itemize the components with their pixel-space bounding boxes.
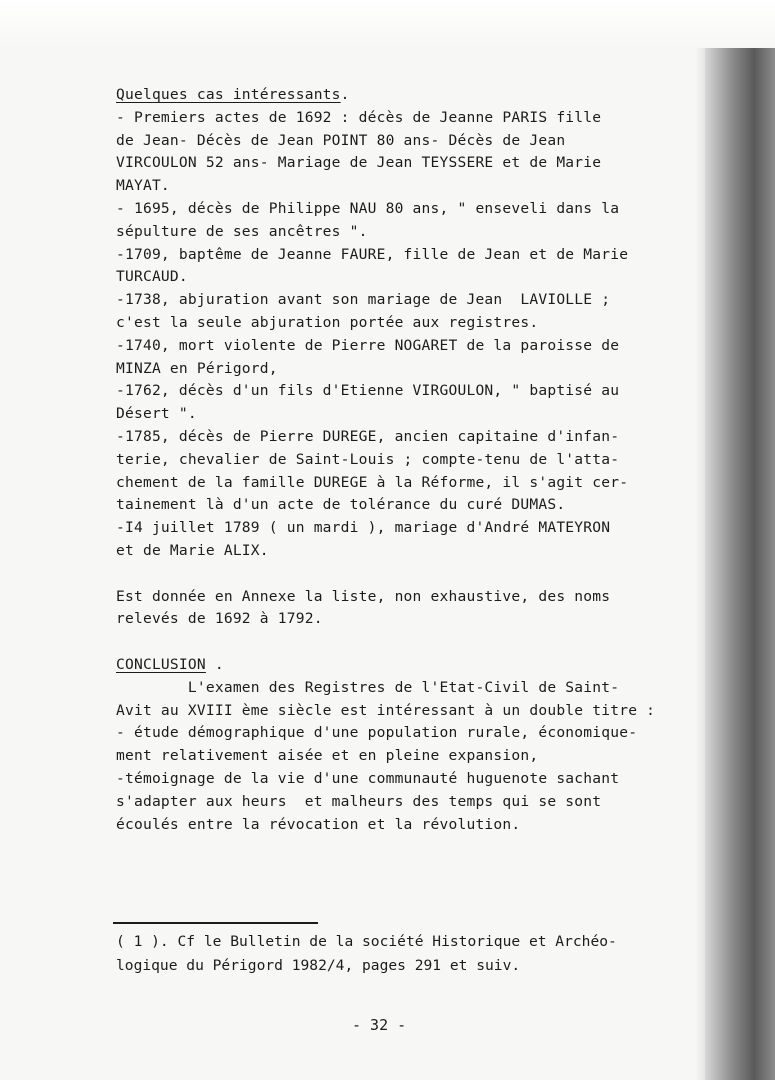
scan-binding-edge: [705, 48, 775, 1080]
case-line: MAYAT.: [116, 177, 170, 195]
case-line: de Jean- Décès de Jean POINT 80 ans- Décès de Jean: [116, 131, 566, 149]
scan-top-margin: [0, 0, 775, 48]
footnote-line: ( 1 ). Cf le Bulletin de la société Historique et Archéo-: [116, 933, 617, 950]
case-line: terie, chevalier de Saint-Louis ; compte-tenu de l'atta-: [116, 450, 620, 468]
case-line: - Premiers actes de 1692 : décès de Jeanne PARIS fille: [116, 108, 602, 126]
section-heading: Quelques cas intéressants: [116, 86, 341, 103]
case-line: -I4 juillet 1789 ( un mardi ), mariage d'André MATEYRON: [116, 519, 611, 537]
case-line: VIRCOULON 52 ans- Mariage de Jean TEYSSERE et de Marie: [116, 154, 602, 172]
case-line: sépulture de ses ancêtres ".: [116, 222, 368, 240]
conclusion-line: écoulés entre la révocation et la révolution.: [116, 815, 521, 833]
main-text: [116, 84, 676, 836]
conclusion-heading: CONCLUSION: [116, 655, 206, 673]
annex-line: Est donnée en Annexe la liste, non exhaustive, des noms: [116, 587, 611, 605]
case-line: TURCAUD.: [116, 268, 188, 286]
case-line: tainement là d'un acte de tolérance du curé DUMAS.: [116, 496, 566, 514]
conclusion-line: Avit au XVIII ème siècle est intéressant à un double titre :: [116, 701, 656, 719]
paragraph-gap: [116, 631, 676, 654]
conclusion-line: L'examen des Registres de l'Etat-Civil de Saint-: [116, 678, 620, 696]
scan-shadow: [695, 48, 705, 1080]
footnote: [116, 930, 676, 978]
conclusion-line: - étude démographique d'une population rurale, économique-: [116, 724, 638, 742]
case-line: -1762, décès d'un fils d'Etienne VIRGOULON, " baptisé au: [116, 382, 620, 400]
footnote-line: logique du Périgord 1982/4, pages 291 et suiv.: [116, 957, 521, 974]
case-line: chement de la famille DUREGE à la Réforme, il s'agit cer-: [116, 473, 629, 491]
section-heading-suffix: .: [340, 86, 350, 103]
case-line: MINZA en Périgord,: [116, 359, 278, 377]
case-line: -1740, mort violente de Pierre NOGARET de la paroisse de: [116, 336, 620, 354]
paragraph-gap: [116, 563, 676, 586]
case-line: et de Marie ALIX.: [116, 541, 269, 559]
section-heading-line: [116, 84, 676, 107]
conclusion-heading-line: [116, 654, 676, 677]
page-number: - 32 -: [352, 1016, 407, 1034]
conclusion-line: ment relativement aisée et en pleine expansion,: [116, 747, 539, 765]
conclusion-heading-suffix: .: [205, 655, 224, 673]
case-line: -1785, décès de Pierre DUREGE, ancien capitaine d'infan-: [116, 427, 620, 445]
case-line: - 1695, décès de Philippe NAU 80 ans, " enseveli dans la: [116, 199, 620, 217]
case-line: Désert ".: [116, 405, 197, 423]
case-line: c'est la seule abjuration portée aux registres.: [116, 313, 539, 331]
case-line: -1709, baptême de Jeanne FAURE, fille de Jean et de Marie: [116, 245, 629, 263]
conclusion-line: s'adapter aux heurs et malheurs des temps qui se sont: [116, 792, 602, 810]
case-line: -1738, abjuration avant son mariage de Jean LAVIOLLE ;: [116, 291, 611, 309]
footnote-divider: [113, 922, 318, 924]
annex-line: relevés de 1692 à 1792.: [116, 610, 323, 628]
conclusion-line: -témoignage de la vie d'une communauté huguenote sachant: [116, 769, 620, 787]
